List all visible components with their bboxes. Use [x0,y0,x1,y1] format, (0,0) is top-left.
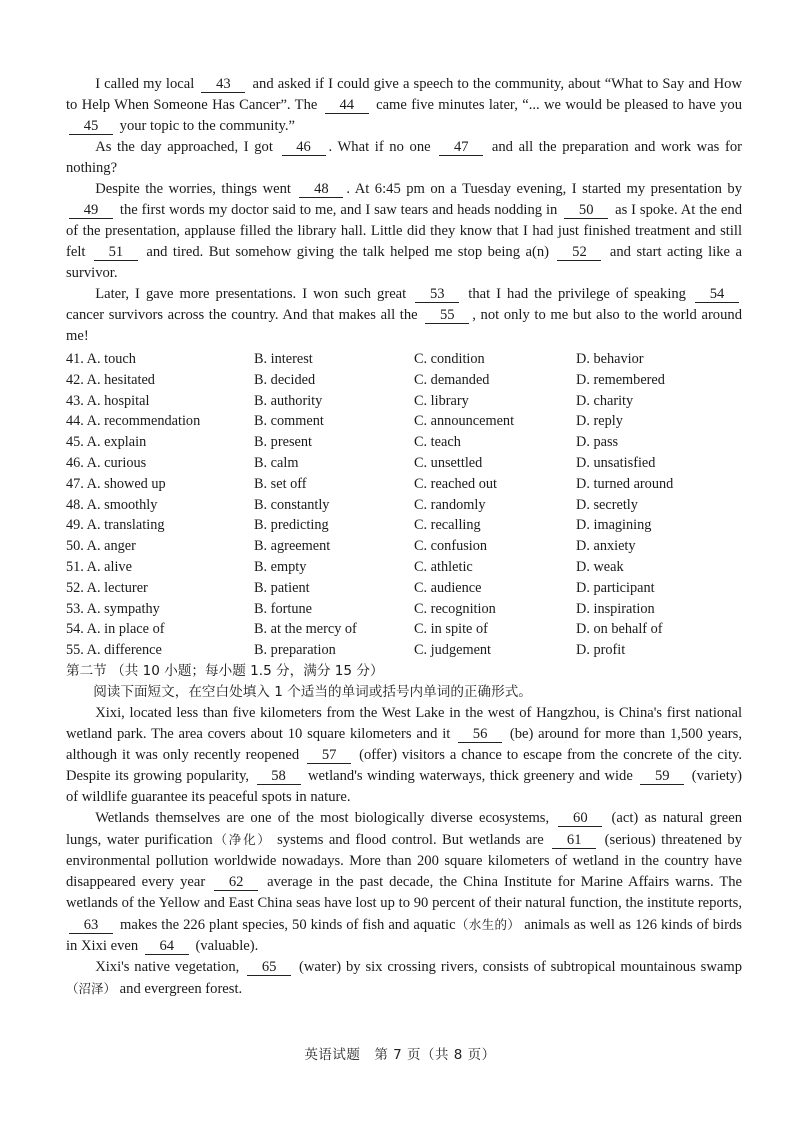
option-a [66,495,254,516]
option-text: A. in place of [86,621,165,638]
option-b: B. interest [254,351,313,367]
passage-text: . At 6:45 pm on a Tuesday evening, I started my presentation by [346,181,742,197]
option-c: C. condition [414,351,485,367]
paragraph [66,808,742,957]
option-a [66,432,254,453]
question-number: 50. [66,538,87,555]
option-b: B. authority [254,392,323,409]
passage-text: the first words my doctor said to me, and I saw tears and heads nodding in [116,202,562,218]
blank-52: 52 [557,244,601,261]
option-d: D. imagining [576,517,652,534]
option-c: C. demanded [414,371,490,388]
blank-51: 51 [94,244,138,261]
option-d: D. anxiety [576,538,636,555]
option-a [66,370,254,391]
passage-text: average in the past decade, the China Institute for Marine Affairs warns. The wetlands of the Yellow and East China seas have lost up to 90 percent of their natural function, the institute reports, [66,873,743,911]
option-text: A. sympathy [86,600,160,617]
option-d: D. secretly [576,496,638,513]
passage-text: As the day approached, I got [95,139,279,155]
option-d: D. charity [576,392,634,409]
page-footer: 英语试题 第 7 页（共 8 页） [304,1047,496,1063]
option-b: B. patient [254,579,310,596]
passage-text: (water) by six crossing rivers, consists of subtropical mountainous swamp [294,958,742,975]
option-a [66,640,254,661]
question-44 [66,411,742,432]
option-b: B. empty [254,558,307,575]
passage-text: (variety) of wildlife guarantee its peaceful spots in nature. [66,767,742,805]
question-number: 54. [66,621,87,638]
grammar-fill-passage [66,703,742,1000]
passage-text: as I spoke. At the end of the presentation, applause filled the library hall. Little did they know that I had just finished treatment and still felt [66,202,742,260]
passage-text: and start acting like a survivor. [66,244,742,281]
paragraph [66,284,742,347]
passage-text: (act) as natural green lungs, water purification [66,809,743,848]
option-c: C. confusion [414,538,488,555]
blank-63: 63 [69,917,113,934]
options-list [66,349,742,661]
option-b: B. comment [254,413,324,430]
option-text: A. touch [86,351,136,367]
passage-text: makes the 226 plant species, 50 kinds of fish and aquatic [116,916,456,933]
option-b: B. decided [254,371,316,388]
passage-text: animals as well as 126 kinds of birds in Xixi even [66,916,742,954]
passage-text: , not only to me but also to the world around me! [66,307,742,344]
passage-text: (offer) visitors a chance to escape from the concrete of the city. Despite its growing popularity, [66,746,742,784]
passage-text: and all the preparation and work was for nothing? [66,139,743,176]
option-c: C. reached out [414,475,497,492]
option-d: D. weak [576,558,624,575]
option-text: A. alive [86,558,132,575]
cloze-passage [66,74,742,347]
option-c: C. randomly [414,496,486,513]
question-number: 53. [66,600,87,617]
passage-text: Xixi's native vegetation, [95,958,245,975]
paragraph [66,137,742,179]
passage-text: (be) around for more than 1,500 years, although it was only recently reopened [66,725,742,763]
blank-49: 49 [69,202,113,219]
question-53 [66,599,742,620]
paragraph [66,957,742,1000]
option-b: B. preparation [254,642,336,659]
question-number: 43. [66,392,87,409]
passage-text: Xixi, located less than five kilometers from the West Lake in the west of Hangzhou, is China's first national wetland park. The area covers about 10 square kilometers and it [66,704,742,742]
blank-45: 45 [69,118,113,135]
passage-text: that I had the privilege of speaking [462,286,692,302]
option-d: D. behavior [576,351,644,367]
passage-text: cancer survivors across the country. And that makes all the [66,307,423,323]
question-number: 42. [66,371,87,388]
blank-47: 47 [439,139,483,156]
gloss-text: （水生的） [455,916,521,932]
option-text: A. curious [86,454,147,471]
blank-53: 53 [415,286,459,303]
option-text: A. translating [86,517,165,534]
blank-59: 59 [640,768,684,785]
option-text: A. recommendation [86,413,201,430]
passage-text: (valuable). [191,937,259,954]
blank-43: 43 [201,76,245,93]
passage-text: and tired. But somehow giving the talk helped me stop being a(n) [140,244,555,260]
blank-64: 64 [145,938,189,955]
option-text: A. hospital [86,392,150,409]
blank-57: 57 [307,747,351,764]
blank-55: 55 [425,307,469,324]
blank-60: 60 [558,810,602,827]
passage-text: and evergreen forest. [116,980,243,997]
passage-text: Wetlands themselves are one of the most biologically diverse ecosystems, [95,809,556,826]
option-b: B. present [254,434,312,451]
blank-56: 56 [458,726,502,743]
option-a [66,474,254,495]
question-45 [66,432,742,453]
question-50 [66,536,742,557]
option-text: A. lecturer [86,579,148,596]
option-a [66,349,254,370]
option-d: D. remembered [576,371,665,388]
exam-page [66,74,742,1000]
passage-text: systems and flood control. But wetlands are [271,831,550,848]
option-b: B. fortune [254,600,312,617]
option-a [66,453,254,474]
question-41 [66,349,742,370]
passage-text: and asked if I could give a speech to the community, about “What to Say and How to Help When Someone Has Cancer”. The [66,76,742,113]
question-42 [66,370,742,391]
passage-text: wetland's winding waterways, thick greenery and wide [303,767,638,784]
option-d: D. pass [576,434,619,451]
question-49 [66,515,742,536]
blank-50: 50 [564,202,608,219]
option-d: D. profit [576,642,626,659]
question-54 [66,619,742,640]
option-d: D. unsatisfied [576,454,656,471]
gloss-text: （沼泽） [66,980,117,996]
question-52 [66,578,742,599]
passage-text: Later, I gave more presentations. I won such great [95,286,413,302]
passage-text: your topic to the community.” [116,118,296,134]
passage-text: . What if no one [328,139,437,155]
option-text: A. showed up [86,475,166,492]
option-d: D. on behalf of [576,621,663,638]
question-43 [66,391,742,412]
option-c: C. recognition [414,600,496,617]
blank-54: 54 [695,286,739,303]
option-d: D. inspiration [576,600,655,617]
passage-text: came five minutes later, “... we would be pleased to have you [371,97,743,113]
question-number: 41. [66,351,87,367]
question-number: 44. [66,413,87,430]
option-b: B. at the mercy of [254,621,357,638]
option-text: A. difference [86,642,162,659]
blank-44: 44 [325,97,369,114]
question-number: 52. [66,579,87,596]
paragraph [66,703,742,808]
blank-46: 46 [282,139,326,156]
option-text: A. anger [86,538,136,555]
section-instruction: 阅读下面短文，在空白处填入 1 个适当的单词或括号内单词的正确形式。 [93,683,532,700]
question-number: 45. [66,434,87,451]
paragraph [66,74,742,137]
blank-58: 58 [257,768,301,785]
passage-text: I called my local [95,76,199,92]
option-b: B. agreement [254,538,331,555]
blank-65: 65 [247,959,291,976]
question-number: 49. [66,517,87,534]
option-a [66,599,254,620]
option-b: B. calm [254,454,299,471]
question-47 [66,474,742,495]
option-b: B. constantly [254,496,330,513]
gloss-text: （净化） [212,831,272,847]
question-48 [66,495,742,516]
option-c: C. athletic [414,558,473,575]
option-a [66,391,254,412]
option-d: D. participant [576,579,655,596]
option-b: B. set off [254,475,307,492]
option-c: C. announcement [414,413,515,430]
question-number: 51. [66,558,87,575]
option-c: C. unsettled [414,454,483,471]
option-a [66,515,254,536]
option-a [66,536,254,557]
question-46 [66,453,742,474]
question-number: 55. [66,642,87,659]
option-text: A. explain [86,434,147,451]
option-text: A. hesitated [86,371,155,388]
blank-62: 62 [214,874,258,891]
blank-48: 48 [299,181,343,198]
question-number: 46. [66,454,87,471]
option-a [66,578,254,599]
paragraph [66,179,742,284]
option-c: C. library [414,392,469,409]
option-c: C. in spite of [414,621,488,638]
option-d: D. turned around [576,475,674,492]
option-c: C. teach [414,434,461,451]
option-d: D. reply [576,413,623,430]
option-c: C. audience [414,579,482,596]
option-c: C. recalling [414,517,481,534]
option-a [66,557,254,578]
blank-61: 61 [552,832,596,849]
question-number: 47. [66,475,87,492]
option-c: C. judgement [414,642,492,659]
option-text: A. smoothly [86,496,158,513]
question-55 [66,640,742,661]
passage-text: (serious) threatened by environmental pollution worldwide nowadays. More than 200 square kilometers of wetland in the country have disappeared every year [66,831,742,890]
passage-text: Despite the worries, things went [95,181,297,197]
option-a [66,411,254,432]
question-number: 48. [66,496,87,513]
section-heading: 第二节 （共 10 小题；每小题 1.5 分，满分 15 分） [66,662,384,679]
question-51 [66,557,742,578]
option-a [66,619,254,640]
option-b: B. predicting [254,517,329,534]
